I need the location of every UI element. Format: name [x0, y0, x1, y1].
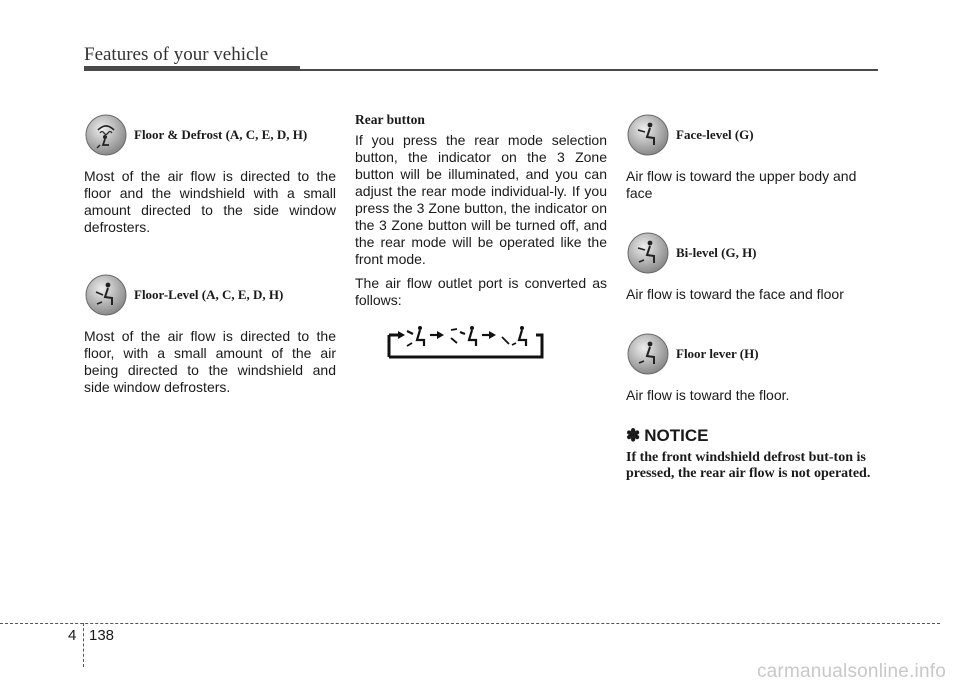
mode-label-floor: Floor lever (H) — [676, 346, 759, 361]
column-right — [626, 112, 878, 482]
face-level-description: Air flow is toward the upper body and face — [626, 168, 857, 201]
floor-icon — [626, 332, 670, 376]
mode-floor-defrost — [84, 112, 336, 158]
mode-label-floor-level: Floor-Level (A, C, E, D, H) — [134, 287, 284, 302]
floor-level-description: Most of the air flow is directed to the floor, with a small amount of the air being directed to the windshield and side window defrosters. — [84, 328, 336, 395]
notice-heading — [626, 426, 878, 446]
bi-level-icon — [626, 231, 670, 275]
footer-vertical-divider — [83, 623, 84, 667]
floor-defrost-description: Most of the air flow is directed to the floor and the windshield with a small amount directed to the side window defrosters. — [84, 168, 336, 235]
mode-label-face-level: Face-level (G) — [676, 127, 754, 142]
column-left — [84, 112, 336, 396]
footer-divider — [0, 623, 940, 624]
floor-level-icon — [84, 273, 128, 317]
mode-label-floor-defrost: Floor & Defrost (A, C, E, D, H) — [134, 127, 308, 142]
notice-text: If the front windshield defrost but-ton is pressed, the rear air flow is not operated. — [626, 450, 871, 481]
rear-button-heading: Rear button — [355, 112, 425, 127]
page-number: 138 — [89, 627, 115, 644]
header-rule-thin — [300, 69, 878, 71]
floor-defrost-icon — [84, 113, 128, 157]
column-middle — [355, 112, 607, 364]
airflow-outlet-paragraph: The air flow outlet port is converted as follows: — [355, 275, 607, 308]
airflow-cycle-diagram-icon — [386, 325, 576, 359]
notice-title: NOTICE — [644, 426, 709, 445]
rear-button-paragraph: If you press the rear mode selection button, the indicator on the 3 Zone button will be illuminated, and you can adjust the rear mode individual-ly. If you press the 3 Zone button, the indicator on the 3 Zone button will be turned off, and the rear mode will be operated like the front mode. — [355, 132, 607, 267]
mode-face-level — [626, 112, 878, 158]
header-rule-thick — [84, 66, 300, 71]
notice-star-icon: ✽ — [626, 426, 641, 445]
mode-label-bi-level: Bi-level (G, H) — [676, 245, 757, 260]
bi-level-description: Air flow is toward the face and floor — [626, 286, 844, 302]
mode-bi-level — [626, 230, 878, 276]
mode-floor — [626, 331, 878, 377]
watermark: carmanualsonline.info — [756, 661, 946, 682]
mode-floor-level — [84, 272, 336, 318]
floor-description: Air flow is toward the floor. — [626, 387, 790, 403]
page-header-title: Features of your vehicle — [84, 44, 269, 65]
chapter-number: 4 — [68, 627, 77, 644]
face-level-icon — [626, 113, 670, 157]
